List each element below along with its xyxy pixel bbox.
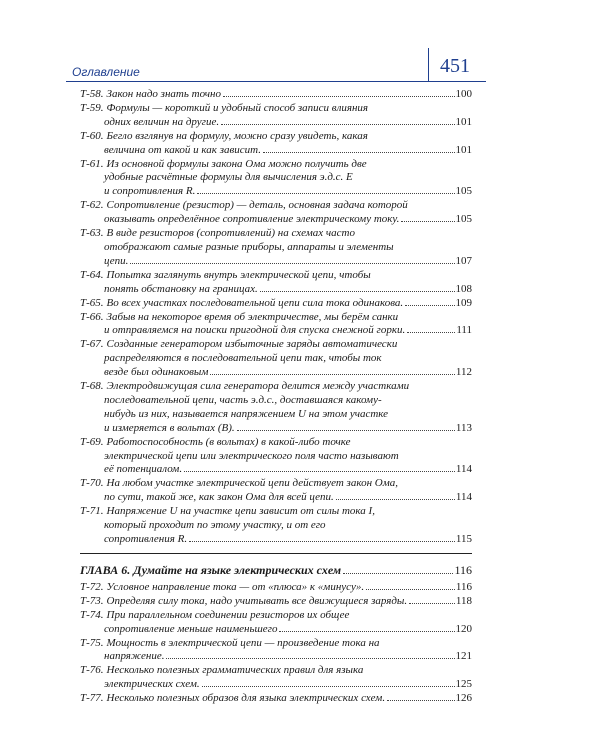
entry-code: Т-70. xyxy=(80,477,104,490)
leader-dots xyxy=(409,603,455,604)
toc-entry[interactable] xyxy=(80,692,472,706)
entry-title-line: Работоспособность (в вольтах) в какой-либо точке xyxy=(106,435,351,448)
toc-entries-group xyxy=(80,581,472,706)
entry-title-line: понять обстановку на границах. xyxy=(104,282,258,295)
entry-page-number: 112 xyxy=(455,366,472,379)
leader-dots xyxy=(407,332,455,333)
entry-title-line: Забыв на некоторое время об электричестве, мы берём санки xyxy=(106,310,399,323)
page-number: 451 xyxy=(440,55,470,77)
entry-title-line: Определяя силу тока, надо учитывать все движущиеся заряды. xyxy=(106,594,408,607)
leader-dots xyxy=(405,305,454,306)
entry-title-line: последовательной цепи, часть э.д.с., доставшаяся какому- xyxy=(104,393,382,406)
leader-dots xyxy=(223,96,455,97)
entry-code: Т-59. xyxy=(80,101,104,114)
toc-entry[interactable] xyxy=(80,477,472,505)
entry-page-number: 120 xyxy=(455,622,472,635)
entry-title-line: цепи. xyxy=(104,254,129,267)
entry-page-number: 125 xyxy=(455,678,472,691)
toc-entry[interactable] xyxy=(80,102,472,130)
leader-dots xyxy=(279,631,454,632)
leader-dots xyxy=(221,124,454,125)
entry-page-number: 108 xyxy=(455,282,472,295)
entry-title-line: электрических схем. xyxy=(104,678,200,691)
entry-page-number: 111 xyxy=(456,324,472,337)
leader-dots xyxy=(197,193,454,194)
entry-title-line: удобные расчётные формулы для вычисления э.д.с. Е xyxy=(104,171,353,184)
entry-title-line: оказывать определённое сопротивление электрическому току. xyxy=(104,213,400,226)
entry-title-line: величина от какой и как зависит. xyxy=(104,143,261,156)
entry-title-line: Созданные генератором избыточные заряды автоматически xyxy=(106,338,398,351)
leader-dots xyxy=(336,499,455,500)
entry-title-line: Бегло взглянув на формулу, можно сразу увидеть, какая xyxy=(106,129,368,142)
leader-dots xyxy=(202,686,455,687)
entry-title-line: и измеряется в вольтах (В). xyxy=(104,421,235,434)
leader-dots xyxy=(130,263,454,264)
entry-page-number: 105 xyxy=(455,185,472,198)
entry-page-number: 107 xyxy=(455,254,472,267)
entry-page-number: 114 xyxy=(455,463,472,476)
entry-page-number: 114 xyxy=(455,491,472,504)
entry-title-line: Мощность в электрической цепи — произведение тока на xyxy=(106,636,380,649)
toc-entry[interactable] xyxy=(80,380,472,436)
leader-dots xyxy=(260,291,455,292)
entry-code: Т-67. xyxy=(80,338,104,351)
entry-code: Т-66. xyxy=(80,310,104,323)
entry-title-line: распределяются в последовательной цепи так, чтобы ток xyxy=(104,352,382,365)
chapter-divider xyxy=(80,553,472,554)
leader-dots xyxy=(237,430,455,431)
entry-title-line: Формулы — короткий и удобный способ записи влияния xyxy=(106,101,369,114)
entry-title-line: Во всех участках последовательной цепи сила тока одинакова. xyxy=(106,296,404,309)
entry-page-number: 113 xyxy=(455,421,472,434)
entry-page-number: 126 xyxy=(455,692,472,705)
entry-page-number: 115 xyxy=(455,533,472,545)
entry-code: Т-64. xyxy=(80,268,104,281)
toc-entry[interactable] xyxy=(80,505,472,547)
toc-entry[interactable] xyxy=(80,609,472,637)
leader-dots xyxy=(343,573,453,574)
toc-entry[interactable] xyxy=(80,269,472,297)
entry-title-line: напряжение. xyxy=(104,650,165,663)
toc-entry[interactable] xyxy=(80,436,472,478)
chapter-heading[interactable] xyxy=(80,563,472,578)
entry-title-line: сопротивления R. xyxy=(104,533,188,545)
toc-entry[interactable] xyxy=(80,88,472,102)
table-of-contents xyxy=(80,88,472,706)
entry-title-line: Несколько полезных образов для языка электрических схем. xyxy=(106,692,386,705)
entry-title-line: и сопротивления R. xyxy=(104,185,196,198)
entry-code: Т-75. xyxy=(80,636,104,649)
toc-entry[interactable] xyxy=(80,581,472,595)
toc-entry[interactable] xyxy=(80,637,472,665)
entry-page-number: 109 xyxy=(455,296,472,309)
entry-title-line: Условное направление тока — от «плюса» к «минусу». xyxy=(106,580,365,593)
header-rule xyxy=(66,81,486,82)
entry-title-line: В виде резисторов (сопротивлений) на схемах часто xyxy=(106,227,355,240)
entry-title-line: Сопротивление (резистор) — деталь, основная задача которой xyxy=(106,199,408,212)
entry-page-number: 101 xyxy=(455,115,472,128)
entry-code: Т-61. xyxy=(80,157,104,170)
entry-code: Т-60. xyxy=(80,129,104,142)
entry-page-number: 101 xyxy=(455,143,472,156)
section-title: Оглавление xyxy=(72,65,140,79)
chapter-title: ГЛАВА 6. Думайте на языке электрических схем xyxy=(80,562,342,577)
toc-entry[interactable] xyxy=(80,130,472,158)
entry-code: Т-77. xyxy=(80,692,104,705)
entry-page-number: 100 xyxy=(455,88,472,100)
entry-title-line: На любом участке электрической цепи действует закон Ома, xyxy=(106,477,398,490)
toc-entry[interactable] xyxy=(80,311,472,339)
entry-code: Т-68. xyxy=(80,380,104,393)
entry-title-line: нибудь из них, называется напряжением U на этом участке xyxy=(104,407,389,420)
entry-title-line: одних величин на другие. xyxy=(104,115,220,128)
entry-title-line: Попытка заглянуть внутрь электрической цепи, чтобы xyxy=(106,268,371,281)
entry-title-line: отображают самые разные приборы, аппараты и элементы xyxy=(104,240,394,253)
toc-entry[interactable] xyxy=(80,338,472,380)
entry-code: Т-76. xyxy=(80,664,104,677)
leader-dots xyxy=(189,541,455,542)
entry-page-number: 118 xyxy=(455,594,472,607)
entry-title-line: Несколько полезных грамматических правил для языка xyxy=(106,664,364,677)
entry-page-number: 116 xyxy=(455,580,472,593)
toc-entry[interactable] xyxy=(80,227,472,269)
toc-entry[interactable] xyxy=(80,297,472,311)
entry-code: Т-73. xyxy=(80,594,104,607)
entry-code: Т-72. xyxy=(80,580,104,593)
entry-code: Т-63. xyxy=(80,227,104,240)
entry-title-line: который проходит по этому участку, и от его xyxy=(104,519,326,532)
entry-title-line: Закон надо знать точно xyxy=(106,88,221,100)
entry-code: Т-62. xyxy=(80,199,104,212)
entry-page-number: 121 xyxy=(455,650,472,663)
entry-title-line: При параллельном соединении резисторов их общее xyxy=(106,608,350,621)
leader-dots xyxy=(387,700,454,701)
entry-title-line: Напряжение U на участке цепи зависит от силы тока I, xyxy=(106,505,375,518)
entry-page-number: 105 xyxy=(455,213,472,226)
toc-entry[interactable] xyxy=(80,158,472,200)
toc-entry[interactable] xyxy=(80,664,472,692)
leader-dots xyxy=(366,589,455,590)
leader-dots xyxy=(166,658,454,659)
toc-entry[interactable] xyxy=(80,199,472,227)
leader-dots xyxy=(184,471,455,472)
entry-title-line: по сути, такой же, как закон Ома для всей цепи. xyxy=(104,491,334,504)
entry-code: Т-71. xyxy=(80,505,104,518)
leader-dots xyxy=(401,221,454,222)
toc-entry[interactable] xyxy=(80,595,472,609)
entry-title-line: электрической цепи или электрического поля часто называют xyxy=(104,449,399,462)
entry-title-line: сопротивление меньше наименьшего xyxy=(104,622,278,635)
leader-dots xyxy=(210,374,455,375)
entry-title-line: Из основной формулы закона Ома можно получить две xyxy=(106,157,367,170)
entry-code: Т-69. xyxy=(80,435,104,448)
entry-code: Т-65. xyxy=(80,296,104,309)
header-vertical-rule xyxy=(428,48,429,82)
entry-title-line: Электродвижущая сила генератора делится между участками xyxy=(106,380,410,393)
entry-title-line: и отправляемся на поиски пригодной для спуска снежной горки. xyxy=(104,324,406,337)
leader-dots xyxy=(263,152,455,153)
entry-code: Т-58. xyxy=(80,88,104,100)
entry-title-line: везде был одинаковым xyxy=(104,366,209,379)
toc-entries-group xyxy=(80,88,472,547)
entry-code: Т-74. xyxy=(80,608,104,621)
entry-title-line: её потенциалом. xyxy=(104,463,183,476)
chapter-page-number: 116 xyxy=(454,562,472,577)
